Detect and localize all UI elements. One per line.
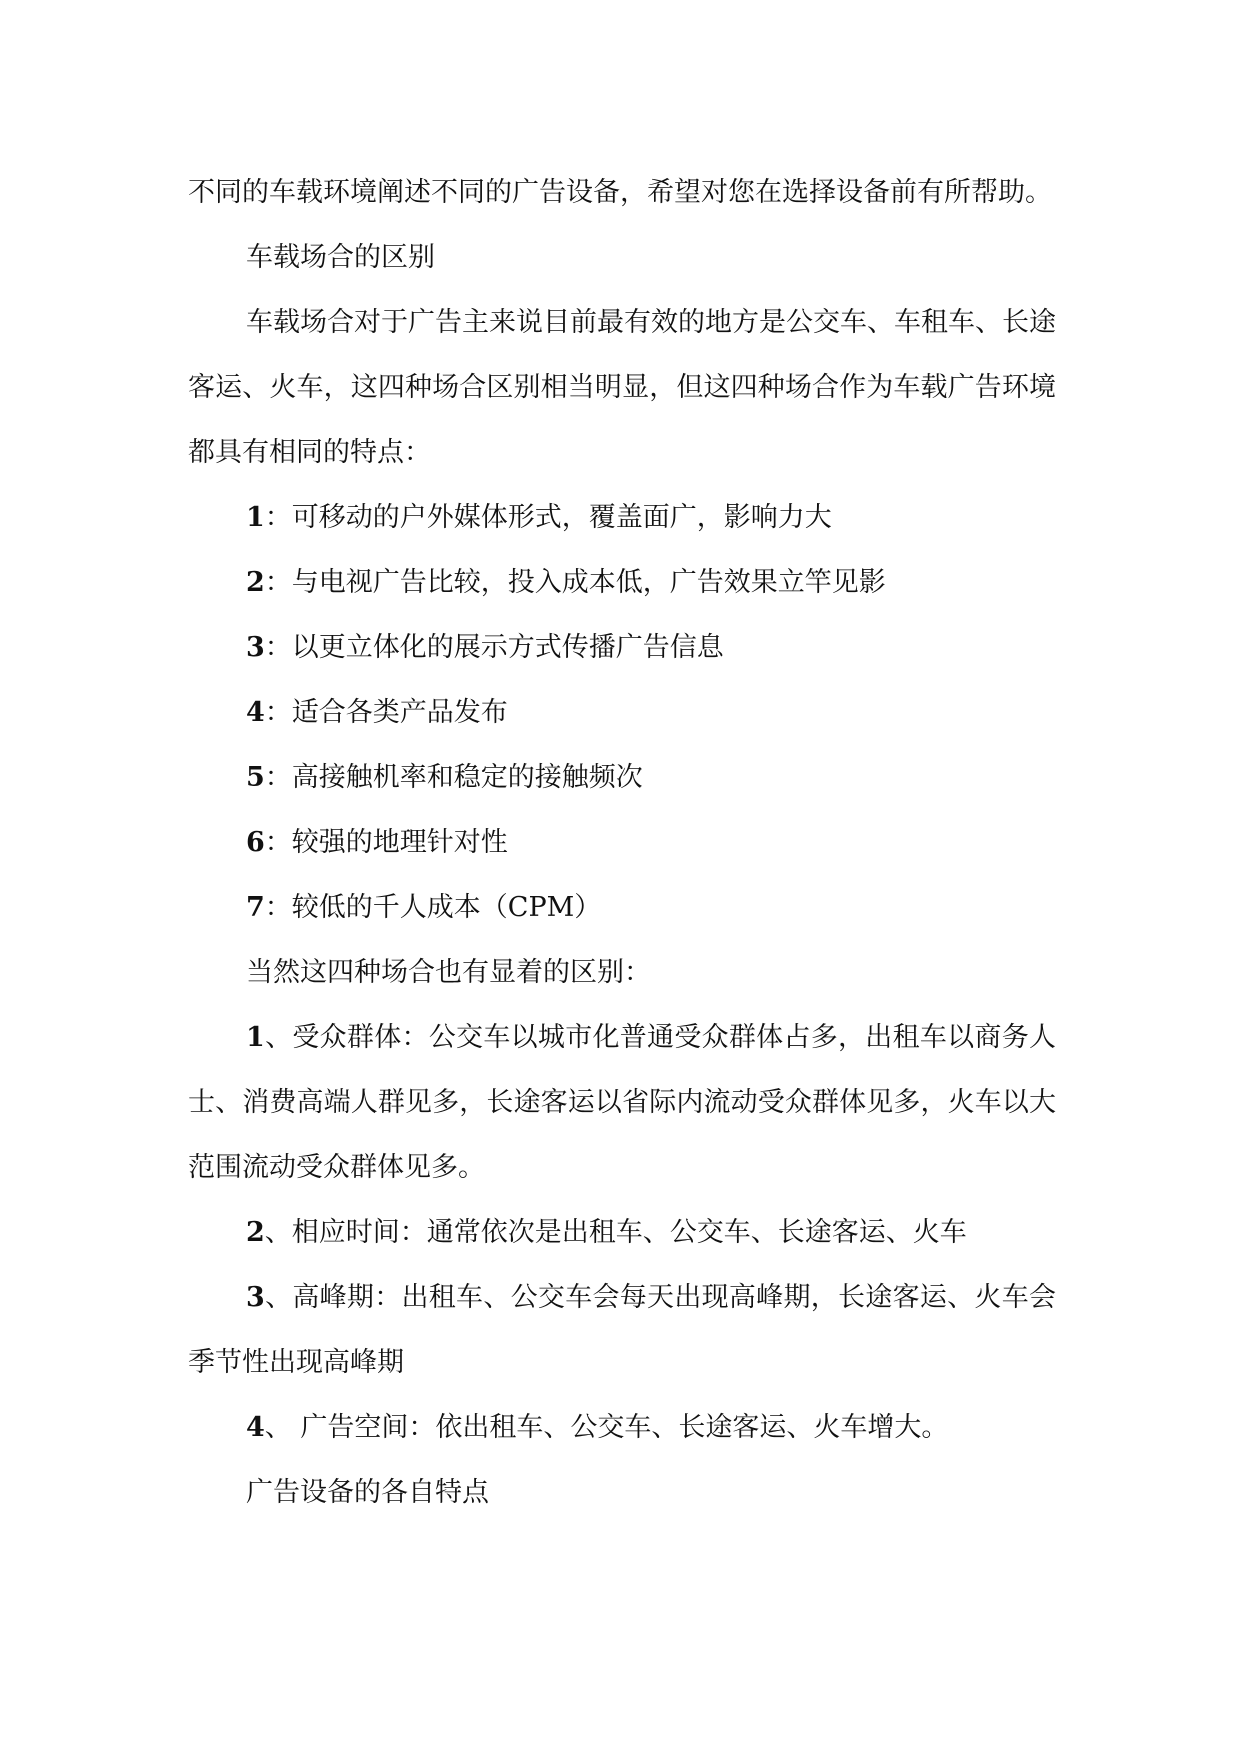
- list-text: 、相应时间：通常依次是出租车、公交车、长途客运、火车: [264, 1217, 967, 1248]
- list-item: [188, 1005, 1056, 1200]
- list-text: ：以更立体化的展示方式传播广告信息: [264, 632, 724, 663]
- list-item: [188, 1265, 1056, 1395]
- list-item: [188, 550, 1056, 615]
- list-text: ：高接触机率和稳定的接触频次: [264, 762, 643, 793]
- list-text: ：适合各类产品发布: [264, 697, 508, 728]
- list-number: 4: [246, 1412, 265, 1443]
- list-item: [188, 810, 1056, 875]
- list-text: 、受众群体：公交车以城市化普通受众群体占多，出租车以商务人士、消费高端人群见多，长途客运以省际内流动受众群体见多，火车以大范围流动受众群体见多。: [188, 1022, 1056, 1183]
- heading-text: 广告设备的各自特点: [246, 1477, 489, 1508]
- list-item: [188, 1395, 1056, 1460]
- list-number: 3: [246, 1282, 265, 1313]
- list-number: 4: [246, 697, 265, 728]
- paragraph-intro-continued: [188, 160, 1056, 225]
- list-text: ：可移动的户外媒体形式，覆盖面广，影响力大: [264, 502, 832, 533]
- list-number: 1: [246, 502, 265, 533]
- body-text: [188, 160, 1056, 1525]
- list-text: 、 广告空间：依出租车、公交车、长途客运、火车增大。: [264, 1412, 949, 1443]
- list-item: [188, 745, 1056, 810]
- list-number: 5: [246, 762, 265, 793]
- list-text: 、高峰期：出租车、公交车会每天出现高峰期，长途客运、火车会季节性出现高峰期: [188, 1282, 1056, 1378]
- list-item: [188, 1200, 1056, 1265]
- heading-text: 车载场合的区别: [246, 242, 435, 273]
- section-heading-vehicle-settings: [188, 225, 1056, 290]
- list-number: 3: [246, 632, 265, 663]
- section-heading-device-features: [188, 1460, 1056, 1525]
- list-text: ：较强的地理针对性: [264, 827, 508, 858]
- paragraph-vehicle-settings: [188, 290, 1056, 485]
- list-item: [188, 875, 1056, 940]
- list-number: 1: [246, 1022, 265, 1053]
- paragraph-differences-intro: [188, 940, 1056, 1005]
- list-item: [188, 615, 1056, 680]
- list-number: 6: [246, 827, 265, 858]
- list-number: 7: [246, 892, 265, 923]
- paragraph-text: 不同的车载环境阐述不同的广告设备，希望对您在选择设备前有所帮助。: [188, 177, 1052, 208]
- list-item: [188, 680, 1056, 745]
- paragraph-text: 当然这四种场合也有显着的区别：: [246, 957, 651, 988]
- list-text: ：较低的千人成本（CPM）: [264, 892, 602, 923]
- list-number: 2: [246, 1217, 265, 1248]
- paragraph-text: 车载场合对于广告主来说目前最有效的地方是公交车、车租车、长途客运、火车，这四种场合区别相当明显，但这四种场合作为车载广告环境都具有相同的特点：: [188, 307, 1056, 468]
- list-number: 2: [246, 567, 265, 598]
- list-item: [188, 485, 1056, 550]
- list-text: ：与电视广告比较，投入成本低，广告效果立竿见影: [264, 567, 886, 598]
